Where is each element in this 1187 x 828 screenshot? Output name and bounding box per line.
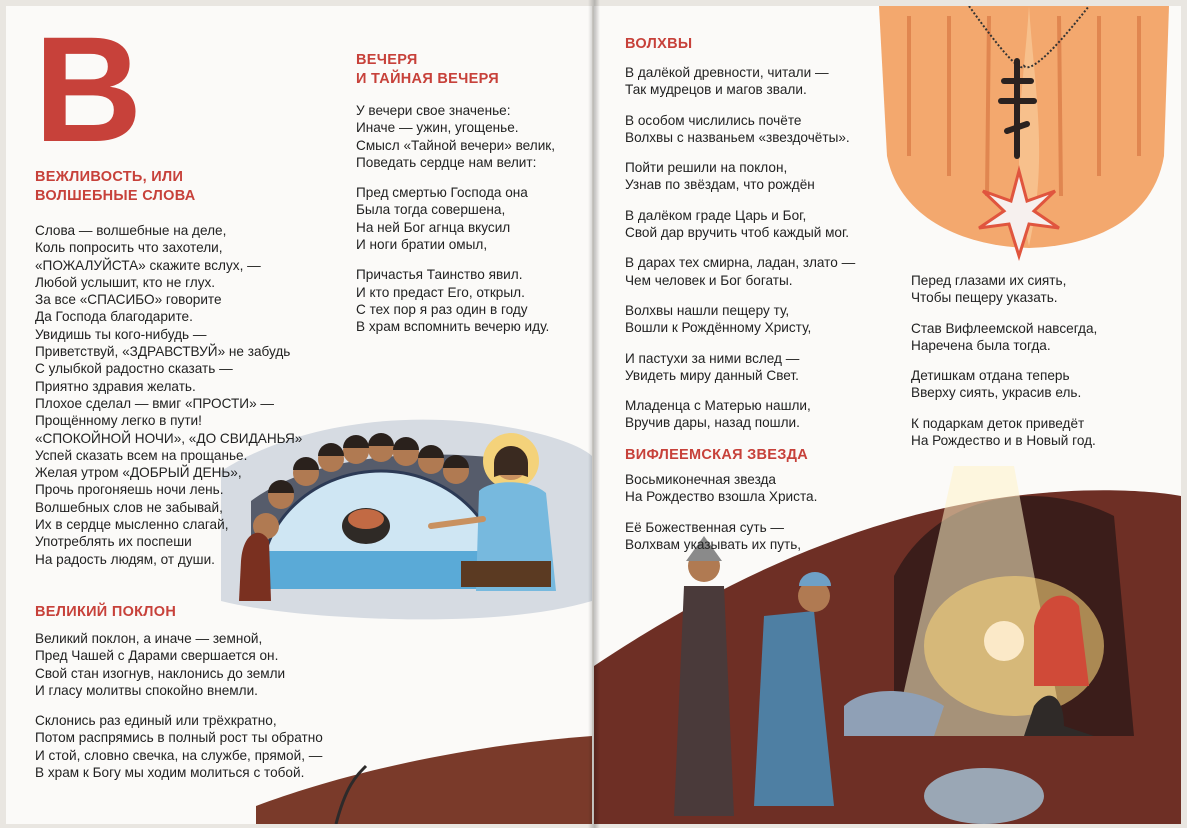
stanza: В далёкой древности, читали — Так мудрецов и магов звали. — [625, 65, 829, 98]
stanza: Восьмиконечная звезда На Рождество взошла Христа. — [625, 472, 818, 505]
poem-star — [625, 471, 817, 566]
hands-cross-star-illustration — [869, 6, 1181, 268]
section-title-star: ВИФЛЕЕМСКАЯ ЗВЕЗДА — [625, 447, 809, 463]
poem-politeness — [35, 222, 302, 581]
chapter-letter: В — [34, 6, 143, 173]
stanza: В далёком граде Царь и Бог, Свой дар вручить чтоб каждый мог. — [625, 207, 850, 241]
poem-magi — [625, 64, 855, 445]
stanza: И пастухи за ними вслед — Увидеть миру данный Свет. — [625, 350, 800, 383]
section-title-politeness: ВЕЖЛИВОСТЬ, ИЛИ ВОЛШЕБНЫЕ СЛОВА — [35, 169, 196, 204]
stanza: Её Божественная суть — Волхвам указывать их путь, — [625, 519, 802, 552]
stanza: У вечери свое значенье: Иначе — ужин, угощенье. Смысл «Тайной вечери» велик, Поведать сердце нам велит: — [356, 103, 556, 170]
stanza: Младенца с Матерью нашли, Вручив дары, назад пошли. — [625, 398, 811, 431]
stanza: Слова — волшебные на деле, Коль попросить что захотели, «ПОЖАЛУЙСТА» скажите вслух, — Любой услышит, кто не глух. За все «СПАСИБО» говорите Да Господа благодарите. Увидишь ты кого-нибудь — Приветствуй, «ЗДРАВСТВУЙ» не забудь С улыбкой радостно сказать — Приятно здравия желать. Плохое сделал — вмиг «ПРОСТИ» — Прощённому легко в пути! «СПОКОЙНОЙ НОЧИ», «ДО СВИДАНЬЯ» Успей сказать всем на прощанье. Желая утром «ДОБРЫЙ ДЕНЬ», Прочь прогоняешь ночи лень. Волшебных слов не забывай, Их в сердце мысленно слагай, Употреблять их поспеши На радость людям, от души. — [35, 223, 303, 567]
stanza: Причастья Таинство явил. И кто предаст Его, открыл. С тех пор я раз один в году В храм вспомнить вечерю иду. — [356, 267, 550, 335]
stanza: Склонись раз единый или трёхкратно, Потом распрямись в полный рост ты обратно И стой, словно свечка, на службе, прямой, — В храм к Богу мы ходим молиться с тобой. — [35, 713, 323, 781]
stanza: Перед глазами их сиять, Чтобы пещеру указать. — [911, 273, 1067, 306]
section-title-bow: ВЕЛИКИЙ ПОКЛОН — [35, 604, 177, 620]
stanza: К подаркам деток приведёт На Рождество и в Новый год. — [911, 415, 1096, 449]
book-gutter — [588, 0, 600, 828]
stanza: Детишкам отдана теперь Вверху сиять, украсив ель. — [911, 368, 1082, 401]
right-page — [594, 6, 1181, 824]
stanza: Волхвы нашли пещеру ту, Вошли к Рождённому Христу, — [625, 302, 812, 336]
stanza: Пред смертью Господа она Была тогда совершена, На ней Бог агнца вкусил И ноги братии омыл, — [356, 185, 528, 253]
stanza: В особом числились почёте Волхвы с названьем «звездочёты». — [625, 112, 850, 145]
left-page — [6, 6, 592, 824]
poem-star-continued — [911, 272, 1097, 462]
stanza: Пойти решили на поклон, Узнав по звёздам, что рождён — [625, 160, 815, 193]
hill-illustration — [256, 706, 592, 824]
section-title-magi: ВОЛХВЫ — [625, 36, 693, 52]
poem-supper — [356, 102, 555, 349]
stanza: В дарах тех смирна, ладан, злато — Чем человек и Бог богаты. — [625, 255, 856, 288]
section-title-supper: ВЕЧЕРЯ И ТАЙНАЯ ВЕЧЕРЯ — [356, 52, 499, 87]
stanza: Став Вифлеемской навсегда, Наречена была тогда. — [911, 320, 1098, 353]
stanza: Великий поклон, а иначе — земной, Пред Чашей с Дарами свершается он. Свой стан изогнув, наклонись до земли И гласу молитвы спокойно внемли. — [35, 631, 286, 698]
